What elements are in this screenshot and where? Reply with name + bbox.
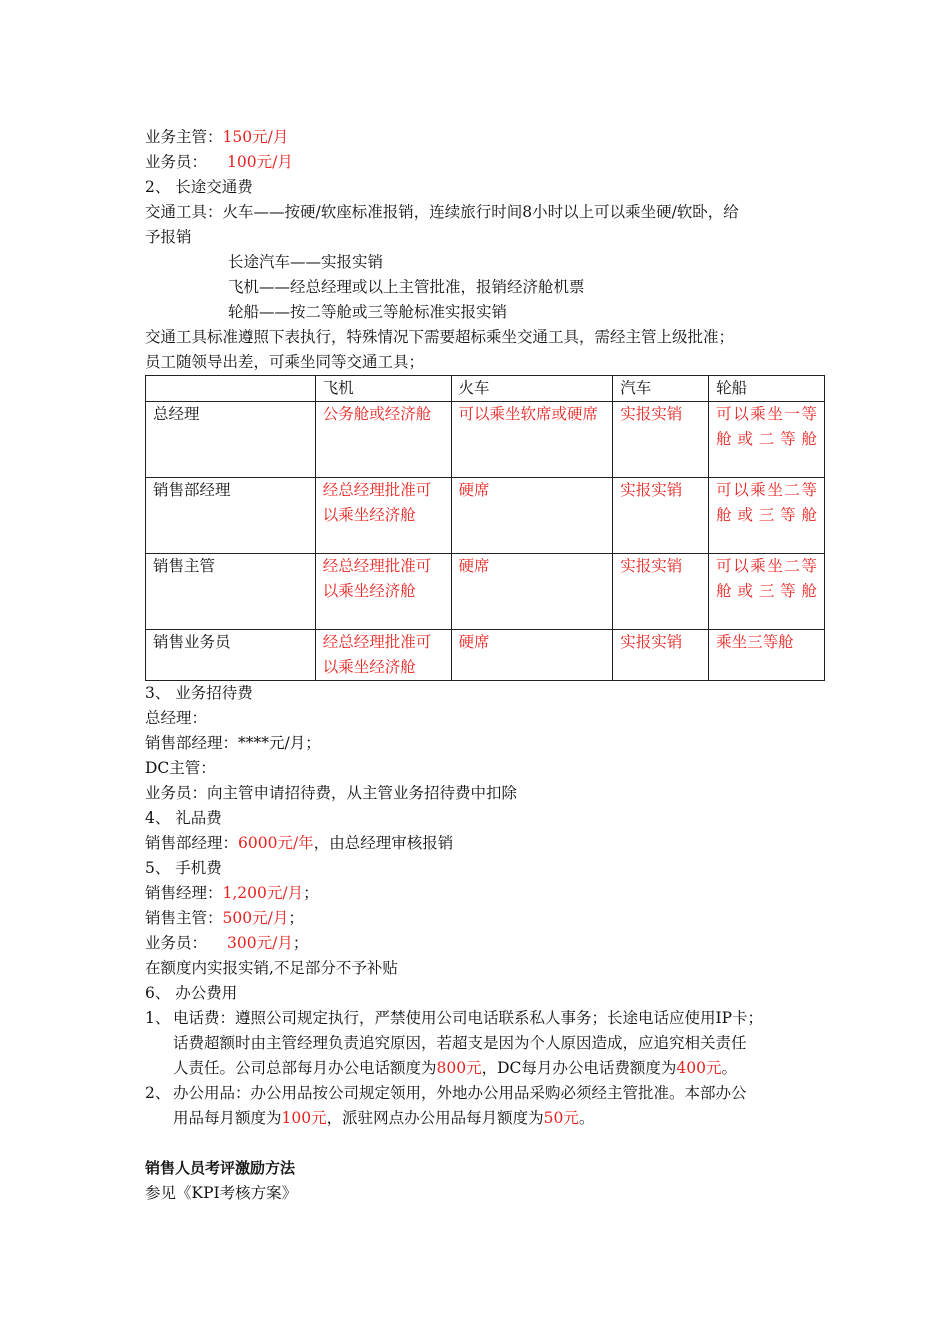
- section-4-title: 4、 礼品费: [145, 809, 222, 827]
- list-text: [173, 1006, 825, 1081]
- bus-cell: 实报实销: [613, 630, 709, 681]
- plane-cell: 公务舱或经济舱: [315, 402, 451, 478]
- text-line: 话费超额时由主管经理负责追究原因，若超支是因为个人原因造成，应追究相关责任: [173, 1034, 747, 1052]
- value: 1,200元/月: [222, 884, 304, 902]
- text-line: 电话费：遵照公司规定执行，严禁使用公司电话联系私人事务；长途电话应使用IP卡；: [173, 1009, 764, 1027]
- list-text: [173, 1081, 825, 1131]
- text: ，派驻网点办公用品每月额度为: [326, 1109, 544, 1127]
- suffix: ，由总经理审核报销: [313, 834, 454, 852]
- transport-line-1: 交通工具：火车——按硬/软座标准报销，连续旅行时间8小时以上可以乘坐硬/软卧，给: [145, 203, 739, 221]
- bus-cell: 实报实销: [613, 402, 709, 478]
- bus-cell: 实报实销: [613, 554, 709, 630]
- gift-allowance: [145, 831, 825, 856]
- transport-plane: 飞机——经总经理或以上主管批准，报销经济舱机票: [228, 278, 585, 296]
- value: 100元/月: [227, 153, 293, 171]
- bus-cell: 实报实销: [613, 478, 709, 554]
- value: 150元/月: [222, 128, 289, 146]
- train-cell: 硬席: [451, 554, 613, 630]
- table-row: [146, 630, 825, 681]
- value: 50元: [543, 1109, 579, 1127]
- entertain-sales-manager: 销售部经理：****元/月；: [145, 734, 321, 752]
- label: 业务主管：: [145, 128, 223, 146]
- ship-cell: 可以乘坐二等舱或三等舱: [709, 478, 825, 554]
- text: 。: [721, 1059, 738, 1077]
- plane-cell: 经总经理批准可以乘坐经济舱: [315, 630, 451, 681]
- supervisor-allowance: [145, 125, 825, 150]
- ship-cell: 可以乘坐一等舱或二等舱: [709, 402, 825, 478]
- plane-cell: 经总经理批准可以乘坐经济舱: [315, 554, 451, 630]
- phone-note: 在额度内实报实销,不足部分不予补贴: [145, 959, 398, 977]
- section-6-title: 6、 办公费用: [145, 984, 238, 1002]
- table-header: 轮船: [709, 376, 825, 402]
- document-page: [145, 125, 825, 1206]
- list-number: 1、: [145, 1009, 171, 1027]
- table-row: [146, 554, 825, 630]
- office-item-supplies: [145, 1081, 825, 1131]
- text-line: [173, 1106, 825, 1131]
- table-header: [146, 376, 316, 402]
- kpi-reference: 参见《KPI考核方案》: [145, 1184, 298, 1202]
- entertain-dc: DC主管：: [145, 759, 216, 777]
- text: 人责任。公司总部每月办公电话额度为: [173, 1059, 437, 1077]
- train-cell: 可以乘坐软席或硬席: [451, 402, 613, 478]
- value: 300元/月: [227, 934, 293, 952]
- section-2-title: 2、 长途交通费: [145, 178, 253, 196]
- table-header-row: [146, 376, 825, 402]
- phone-supervisor: [145, 906, 825, 931]
- text: 。: [578, 1109, 595, 1127]
- suffix: ；: [303, 884, 319, 902]
- transport-note-2: 员工随领导出差，可乘坐同等交通工具；: [145, 353, 425, 371]
- transport-ship: 轮船——按二等舱或三等舱标准实报实销: [228, 303, 508, 321]
- entertain-staff: 业务员：向主管申请招待费，从主管业务招待费中扣除: [145, 784, 518, 802]
- section-3-title: 3、 业务招待费: [145, 684, 253, 702]
- transport-note-1: 交通工具标准遵照下表执行，特殊情况下需要超标乘坐交通工具，需经主管上级批准；: [145, 328, 735, 346]
- label: 业务员：: [145, 934, 208, 952]
- text-line: [173, 1056, 825, 1081]
- staff-allowance: [145, 150, 825, 175]
- table-header: 飞机: [315, 376, 451, 402]
- text: ，DC每月办公电话费额度为: [481, 1059, 677, 1077]
- value: 6000元/年: [238, 834, 314, 852]
- value: 800元: [436, 1059, 482, 1077]
- entertain-gm: 总经理：: [145, 709, 208, 727]
- label: 业务员：: [145, 153, 208, 171]
- text-line: 办公用品：办公用品按公司规定领用，外地办公用品采购必须经主管批准。本部办公: [173, 1084, 747, 1102]
- train-cell: 硬席: [451, 630, 613, 681]
- text: 用品每月额度为: [173, 1109, 282, 1127]
- list-number: 2、: [145, 1084, 171, 1102]
- phone-manager: [145, 881, 825, 906]
- table-row: [146, 402, 825, 478]
- phone-staff: [145, 931, 825, 956]
- label: 销售部经理：: [145, 834, 239, 852]
- table-header: 火车: [451, 376, 613, 402]
- suffix: ；: [292, 934, 309, 952]
- value: 400元: [676, 1059, 722, 1077]
- table-header: 汽车: [613, 376, 709, 402]
- plane-cell: 经总经理批准可以乘坐经济舱: [315, 478, 451, 554]
- transport-line-2: 予报销: [145, 228, 192, 246]
- table-row: [146, 478, 825, 554]
- transport-standard-table: [145, 375, 825, 681]
- role-cell: 销售主管: [146, 554, 316, 630]
- value: 500元/月: [222, 909, 289, 927]
- role-cell: 销售部经理: [146, 478, 316, 554]
- transport-bus: 长途汽车——实报实销: [228, 253, 384, 271]
- label: 销售主管：: [145, 909, 223, 927]
- incentive-heading: 销售人员考评激励方法: [145, 1159, 296, 1177]
- train-cell: 硬席: [451, 478, 613, 554]
- section-5-title: 5、 手机费: [145, 859, 222, 877]
- ship-cell: 可以乘坐二等舱或三等舱: [709, 554, 825, 630]
- label: 销售经理：: [145, 884, 223, 902]
- suffix: ；: [288, 909, 304, 927]
- office-item-phone: [145, 1006, 825, 1081]
- role-cell: 销售业务员: [146, 630, 316, 681]
- ship-cell: 乘坐三等舱: [709, 630, 825, 681]
- value: 100元: [281, 1109, 327, 1127]
- role-cell: 总经理: [146, 402, 316, 478]
